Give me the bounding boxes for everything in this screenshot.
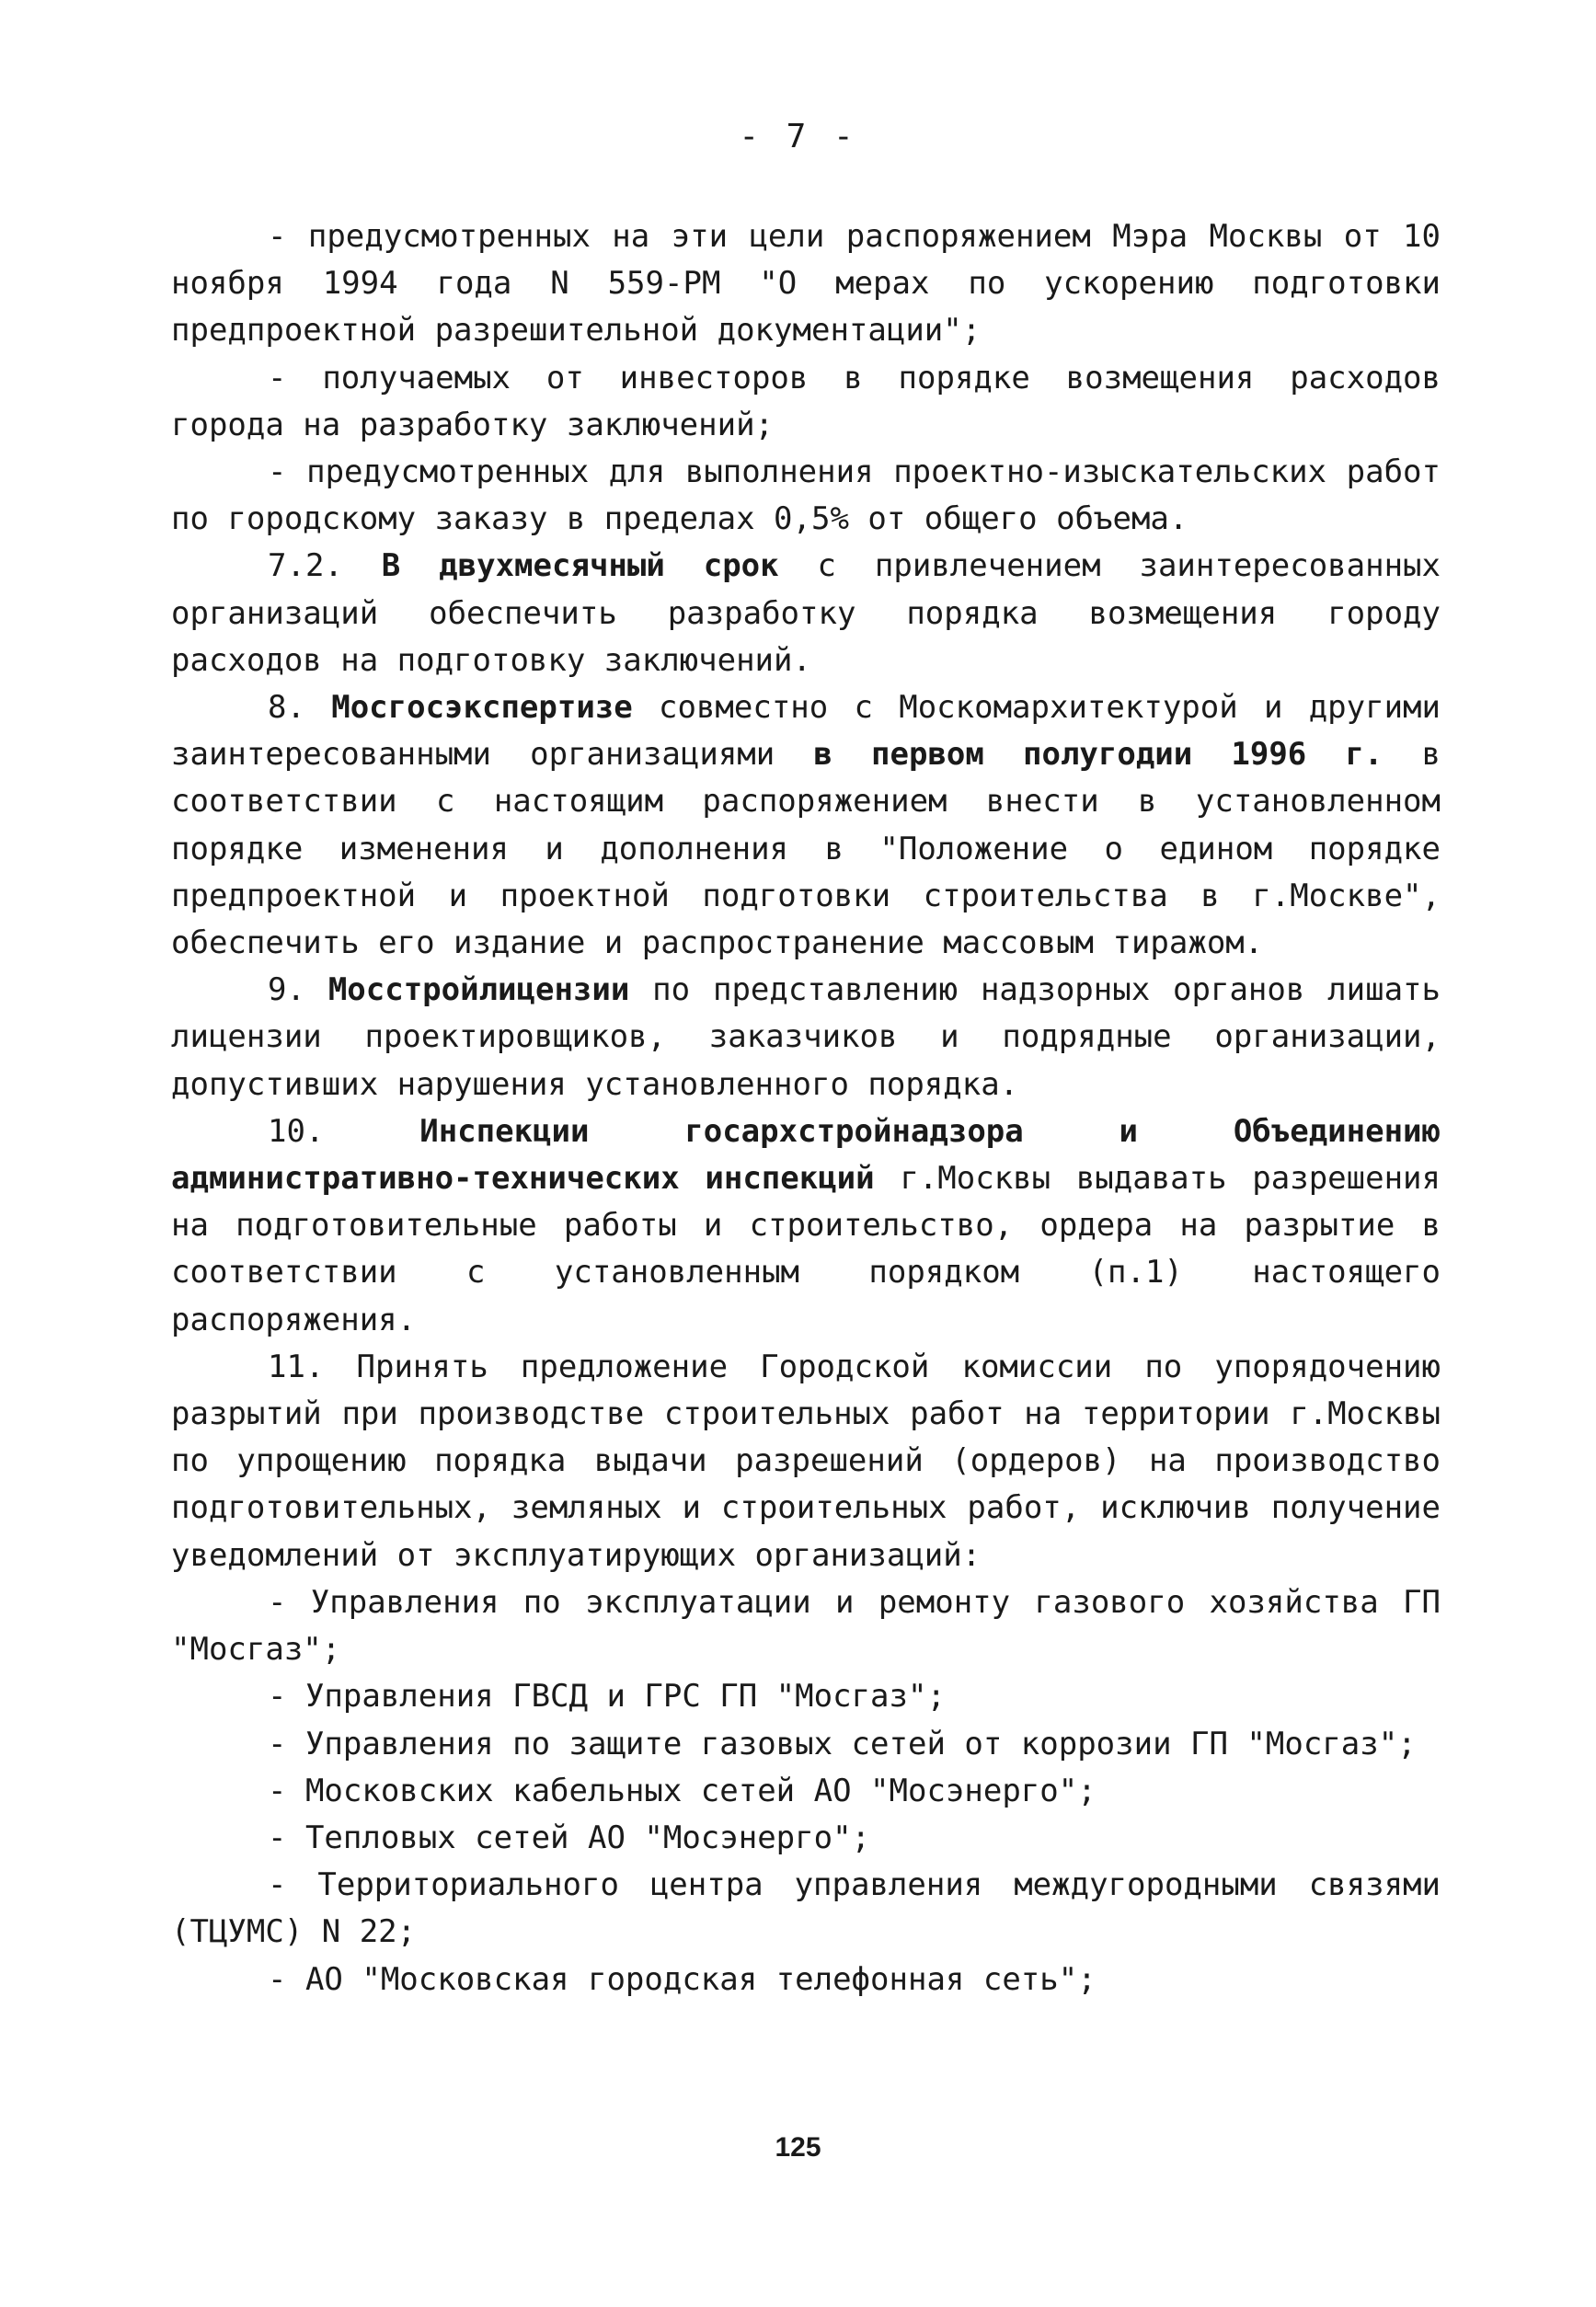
paragraph-text: - Московских кабельных сетей АО "Мосэнерго"; xyxy=(268,1772,1097,1809)
paragraph-text: совместно с Москомархитектурой и другими заинтересованными организациями xyxy=(171,689,1441,774)
paragraph-text: в соответствии с настоящим распоряжением внести в установленном порядке изменения и дополнения в "Положение о едином порядке предпроектной и проектной подготовки строительства в г.Москве", обеспечить его издание и распространение массовым тиражом. xyxy=(171,736,1441,962)
paragraph xyxy=(171,213,1441,355)
paragraph-text: 8. xyxy=(268,689,332,727)
paragraph xyxy=(171,1862,1441,1956)
paragraph xyxy=(171,1673,1441,1720)
page-number: 125 xyxy=(775,2132,821,2163)
paragraph-text: - Управления по защите газовых сетей от коррозии ГП "Мосгаз"; xyxy=(268,1725,1417,1762)
emphasized-text: Мосстройлицензии xyxy=(327,971,630,1009)
paragraph xyxy=(171,684,1441,967)
document-body xyxy=(171,213,1441,2003)
paragraph xyxy=(171,1108,1441,1344)
paragraph-text: - Тепловых сетей АО "Мосэнерго"; xyxy=(268,1819,871,1856)
paragraph-text: 11. Принять предложение Городской комиссии по упорядочению разрытий при производстве строительных работ на территории г.Москвы по упрощению порядка выдачи разрешений (ордеров) на производство подготовительных, земляных и строительных работ, исключив получение уведомлений от эксплуатирующих организаций: xyxy=(171,1348,1441,1574)
paragraph-text: - предусмотренных на эти цели распоряжением Мэра Москвы от 10 ноября 1994 года N 559-РМ "О мерах по ускорению подготовки предпроектной разрешительной документации"; xyxy=(171,218,1441,350)
page-header: - 7 - xyxy=(739,118,857,155)
paragraph-text: с привлечением заинтересованных организаций обеспечить разработку порядка возмещения городу расходов на подготовку заключений. xyxy=(171,547,1441,679)
paragraph xyxy=(171,967,1441,1108)
paragraph-text: - Территориального центра управления междугородными связями (ТЦУМС) N 22; xyxy=(171,1866,1441,1951)
paragraph xyxy=(171,449,1441,543)
emphasized-text: В двухмесячный срок xyxy=(381,547,779,585)
paragraph-text: 10. xyxy=(268,1112,420,1150)
paragraph-text: - Управления по эксплуатации и ремонту газового хозяйства ГП "Мосгаз"; xyxy=(171,1583,1441,1669)
paragraph xyxy=(171,1721,1441,1768)
paragraph xyxy=(171,355,1441,449)
emphasized-text: Мосгосэкспертизе xyxy=(331,689,633,727)
emphasized-text: Инспекции госархстройнадзора и Объединению административно-технических инспекций xyxy=(171,1112,1441,1198)
paragraph-text: - АО "Московская городская телефонная сеть"; xyxy=(268,1960,1097,1998)
emphasized-text: в первом полугодии 1996 г. xyxy=(813,736,1384,774)
paragraph xyxy=(171,1344,1441,1579)
paragraph-text: - получаемых от инвесторов в порядке возмещения расходов города на разработку заключений; xyxy=(171,359,1441,443)
paragraph xyxy=(171,543,1441,684)
paragraph-text: 9. xyxy=(268,971,328,1009)
paragraph xyxy=(171,1768,1441,1815)
paragraph xyxy=(171,1579,1441,1673)
paragraph xyxy=(171,1957,1441,2003)
paragraph-text: г.Москвы выдавать разрешения на подготовительные работы и строительство, ордера на разрытие в соответствии с установленным порядком (п.1) настоящего распоряжения. xyxy=(171,1160,1441,1338)
paragraph-text: - предусмотренных для выполнения проектно-изыскательских работ по городскому заказу в пределах 0,5% от общего объема. xyxy=(171,453,1441,538)
paragraph-text: - Управления ГВСД и ГРС ГП "Мосгаз"; xyxy=(268,1678,946,1716)
paragraph xyxy=(171,1815,1441,1862)
paragraph-text: по представлению надзорных органов лишать лицензии проектировщиков, заказчиков и подрядные организации, допустивших нарушения установленного порядка. xyxy=(171,971,1441,1103)
paragraph-text: 7.2. xyxy=(268,547,382,585)
